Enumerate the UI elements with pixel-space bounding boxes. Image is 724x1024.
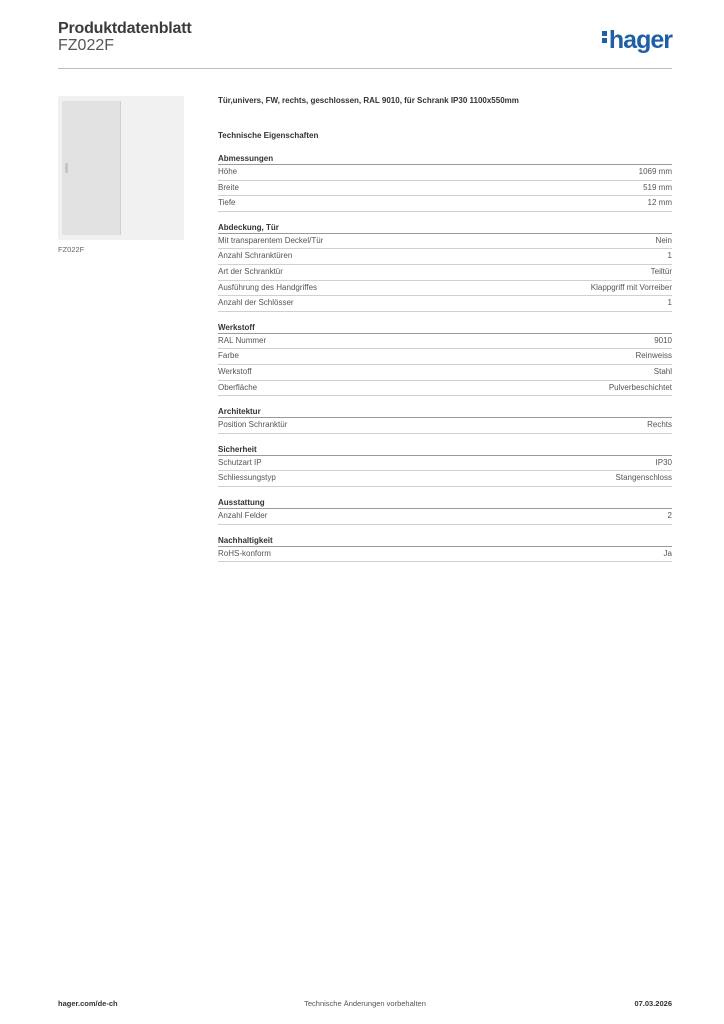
spec-label: Farbe: [218, 351, 239, 361]
spec-value: Reinweiss: [635, 351, 672, 361]
spec-value: Klappgriff mit Vorreiber: [590, 282, 672, 292]
spec-label: Breite: [218, 182, 239, 192]
spec-label: Schliessungstyp: [218, 473, 276, 483]
brand-logo-text: hager: [608, 26, 672, 54]
spec-row: [218, 471, 672, 487]
product-image: [58, 96, 184, 240]
spec-section: [218, 406, 672, 434]
spec-row: [218, 296, 672, 312]
specification-sections: [218, 153, 672, 562]
product-details: [218, 96, 672, 562]
spec-value: 12 mm: [647, 198, 672, 208]
logo-dots-icon: [602, 29, 608, 45]
spec-section-title: Sicherheit: [218, 444, 672, 456]
product-description: Tür,univers, FW, rechts, geschlossen, RAL 9010, für Schrank IP30 1100x550mm: [218, 96, 519, 105]
spec-section-title: Werkstoff: [218, 322, 672, 334]
spec-row: [218, 281, 672, 297]
spec-label: Oberfläche: [218, 382, 258, 392]
spec-section: [218, 535, 672, 563]
spec-section: [218, 444, 672, 487]
spec-value: 1069 mm: [638, 167, 672, 176]
product-image-caption: FZ022F: [58, 245, 85, 254]
footer-notice: Technische Änderungen vorbehalten: [304, 999, 426, 1008]
spec-section-title: Abdeckung, Tür: [218, 222, 672, 234]
spec-value: 9010: [654, 335, 672, 345]
spec-row: [218, 249, 672, 265]
spec-value: Stahl: [653, 366, 672, 376]
spec-value: Pulverbeschichtet: [608, 382, 672, 392]
footer-date: 07.03.2026: [634, 999, 672, 1008]
spec-label: Tiefe: [218, 198, 236, 208]
spec-value: Ja: [663, 548, 672, 558]
spec-section-title: Architektur: [218, 406, 672, 418]
spec-row: [218, 456, 672, 472]
header-divider: [58, 68, 672, 69]
spec-value: Rechts: [647, 420, 672, 430]
spec-section: [218, 497, 672, 525]
spec-label: Mit transparentem Deckel/Tür: [218, 235, 324, 245]
spec-value: 1: [667, 251, 672, 261]
technical-properties-heading: Technische Eigenschaften: [218, 131, 319, 140]
spec-row: [218, 196, 672, 212]
spec-row: [218, 349, 672, 365]
spec-row: [218, 265, 672, 281]
spec-row: [218, 181, 672, 197]
spec-row: [218, 234, 672, 250]
spec-section-title: Ausstattung: [218, 497, 672, 509]
spec-value: IP30: [655, 457, 672, 467]
spec-value: Nein: [655, 235, 672, 245]
spec-row: [218, 165, 672, 181]
door-handle-icon: [65, 163, 68, 173]
spec-label: RAL Nummer: [218, 335, 267, 345]
spec-section-title: Abmessungen: [218, 153, 672, 165]
spec-label: Anzahl Schranktüren: [218, 251, 293, 261]
spec-label: Ausführung des Handgriffes: [218, 282, 318, 292]
spec-value: 519 mm: [643, 182, 672, 192]
spec-value: Stangenschloss: [615, 473, 672, 483]
spec-label: Höhe: [218, 167, 238, 176]
spec-label: RoHS-konform: [218, 548, 271, 558]
spec-row: [218, 334, 672, 350]
brand-logo: [602, 28, 672, 53]
footer-website-link[interactable]: hager.com/de-ch: [58, 999, 118, 1008]
page-title: Produktdatenblatt: [58, 20, 192, 37]
spec-value: 2: [667, 510, 672, 520]
spec-label: Schutzart IP: [218, 457, 262, 467]
spec-label: Werkstoff: [218, 366, 252, 376]
spec-section: [218, 222, 672, 312]
spec-label: Anzahl der Schlösser: [218, 298, 294, 308]
spec-value: 1: [667, 298, 672, 308]
spec-label: Position Schranktür: [218, 420, 288, 430]
spec-row: [218, 509, 672, 525]
spec-section: [218, 153, 672, 212]
spec-row: [218, 418, 672, 434]
spec-section-title: Nachhaltigkeit: [218, 535, 672, 547]
spec-row: [218, 547, 672, 563]
spec-label: Art der Schranktür: [218, 266, 283, 276]
spec-row: [218, 365, 672, 381]
product-code: FZ022F: [58, 37, 115, 54]
cabinet-door-illustration: [62, 101, 121, 235]
spec-row: [218, 381, 672, 397]
spec-section: [218, 322, 672, 396]
spec-label: Anzahl Felder: [218, 510, 268, 520]
spec-value: Teiltür: [650, 266, 672, 276]
